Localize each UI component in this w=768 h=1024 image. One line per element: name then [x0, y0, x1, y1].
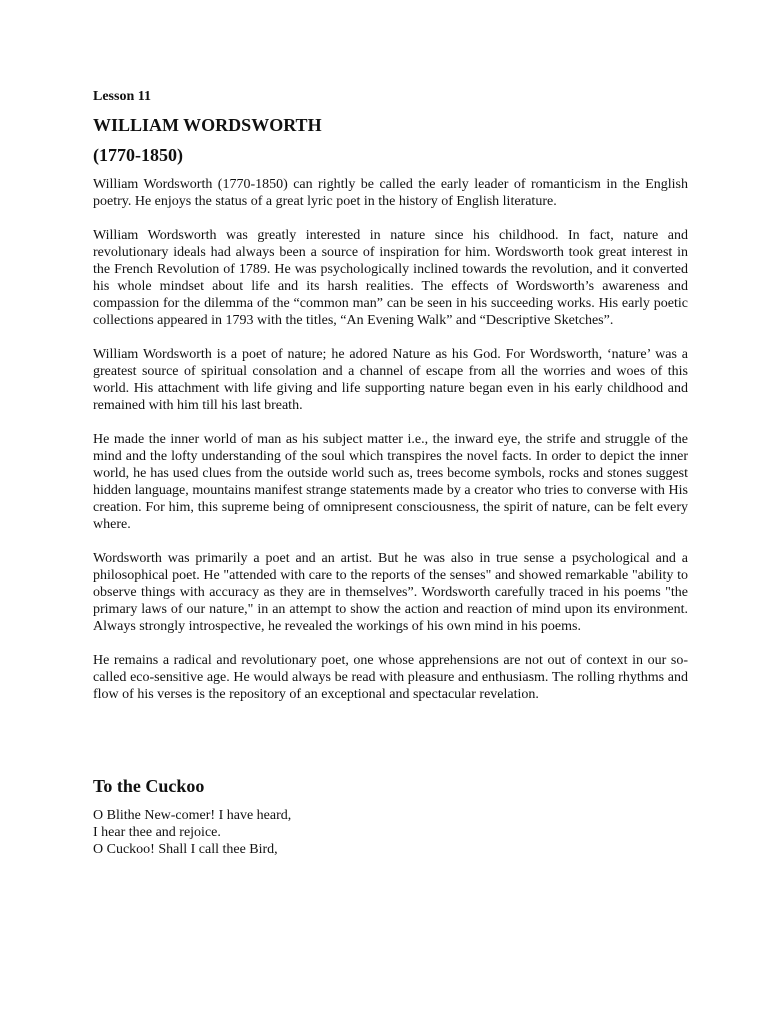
lesson-label: Lesson 11	[93, 89, 151, 104]
author-title: WILLIAM WORDSWORTH	[93, 115, 322, 135]
poem-line: O Cuckoo! Shall I call thee Bird,	[93, 842, 278, 857]
poem-line: O Blithe New-comer! I have heard,	[93, 808, 292, 823]
paragraph-radical-poet: He remains a radical and revolutionary poet, one whose apprehensions are not out of context in our so-called eco-sensitive age. He would always be read with pleasure and enthusiasm. The rolling rhythms and flow of his verses is the repository of an exceptional and spectacular revelation.	[93, 653, 688, 702]
poem-title: To the Cuckoo	[93, 776, 205, 796]
paragraph-inner-world: He made the inner world of man as his subject matter i.e., the inward eye, the strife and struggle of the mind and the lofty understanding of the soul which transpires the novel facts. In order to depict the inner world, he has used clues from the outside world such as, trees become symbols, rocks and stones suggest hidden language, mountains manifest strange statements made by a creator who tries to converse with His creation. For him, this supreme being of omnipresent consciousness, the spirit of nature, can be felt every where.	[93, 432, 688, 532]
author-dates: (1770-1850)	[93, 145, 183, 165]
paragraph-psychological-poet: Wordsworth was primarily a poet and an artist. But he was also in true sense a psychological and a philosophical poet. He "attended with care to the reports of the senses" and showed remarkable "ability to observe things with accuracy as they are in themselves”. Wordsworth carefully traced in his poems "the primary laws of our nature," in an attempt to show the action and reaction of mind upon its environment. Always strongly introspective, he revealed the workings of his own mind in his poems.	[93, 551, 688, 634]
paragraph-nature-interest: William Wordsworth was greatly interested in nature since his childhood. In fact, nature and revolutionary ideals had always been a source of inspiration for him. Wordsworth took great interest in the French Revolution of 1789. He was psychologically inclined towards the revolution, and it converted his whole mindset about life and its harsh realities. The effects of Wordsworth’s awareness and compassion for the dilemma of the “common man” can be seen in his succeeding works. His early poetic collections appeared in 1793 with the titles, “An Evening Walk” and “Descriptive Sketches”.	[93, 228, 688, 328]
paragraph-poet-of-nature: William Wordsworth is a poet of nature; he adored Nature as his God. For Wordsworth, ‘nature’ was a greatest source of spiritual consolation and a channel of escape from all the worries and woes of this world. His attachment with life giving and life supporting nature began even in his early childhood and remained with him till his last breath.	[93, 347, 688, 413]
paragraph-intro: William Wordsworth (1770-1850) can rightly be called the early leader of romanticism in the English poetry. He enjoys the status of a great lyric poet in the history of English literature.	[93, 177, 688, 209]
poem-line: I hear thee and rejoice.	[93, 825, 221, 840]
